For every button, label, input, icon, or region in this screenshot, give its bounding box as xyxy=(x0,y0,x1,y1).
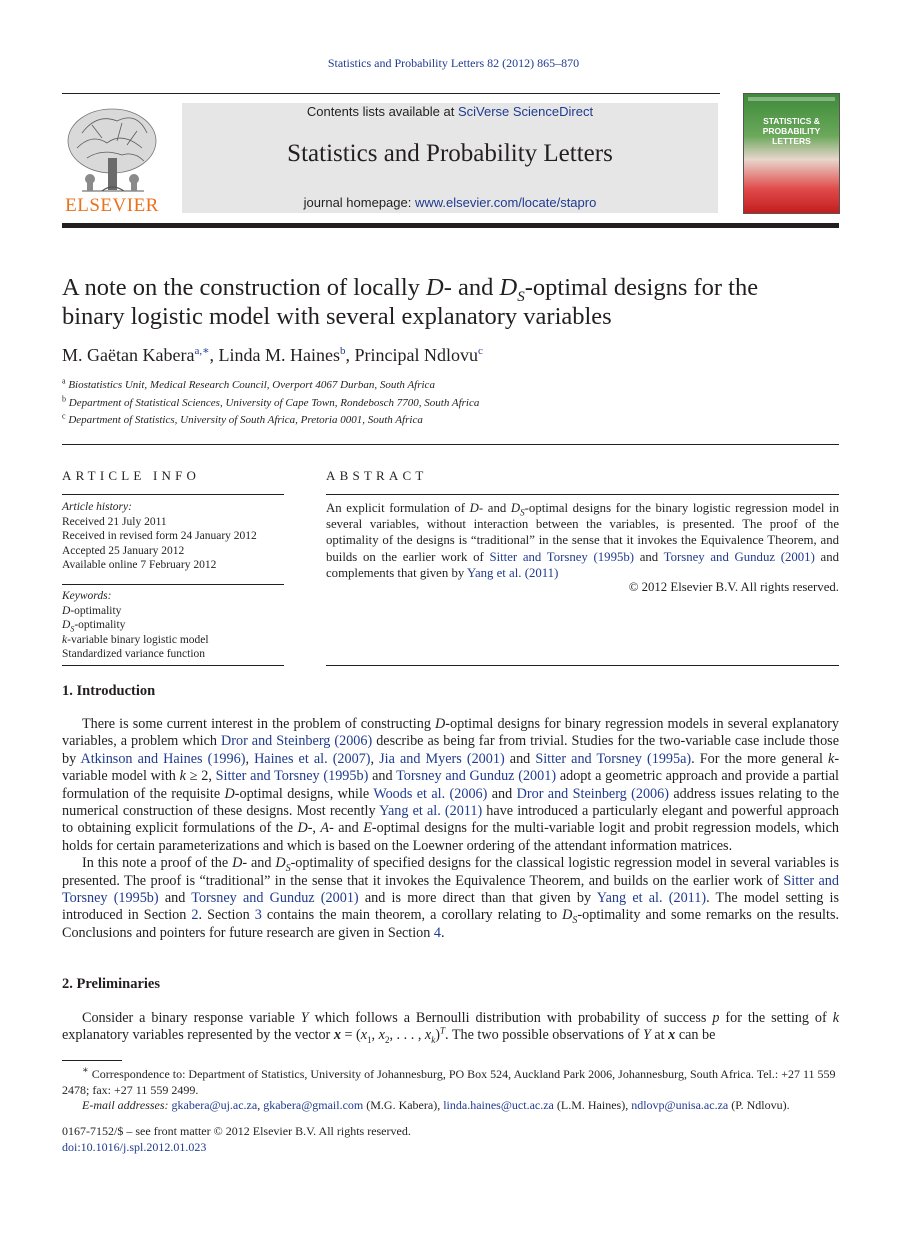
email-label: E-mail addresses: xyxy=(82,1098,169,1112)
keywords xyxy=(62,589,284,662)
author-name: Principal Ndlovu xyxy=(354,345,479,365)
email-link[interactable]: gkabera@gmail.com xyxy=(263,1098,364,1112)
section-2-body xyxy=(62,1010,839,1045)
keyword-item xyxy=(62,633,284,648)
reference-link[interactable]: Yang et al. (2011) xyxy=(379,803,483,820)
reference-link[interactable]: Sitter and Torsney (1995b) xyxy=(62,872,839,907)
section-link[interactable]: 4 xyxy=(433,924,442,941)
abstract-heading: ABSTRACT xyxy=(326,468,428,483)
abstract-span: -optimal designs for the binary logistic regression model in several variables, without interaction between the variables, is presented. The proof of the optimality of the designs is “traditional” in the sense that it invokes the Equivalence Theorem, and builds on the earlier work of xyxy=(326,501,839,564)
reference-link[interactable]: Dror and Steinberg (2006) xyxy=(221,733,373,750)
author-affil-marks[interactable]: b xyxy=(340,345,346,357)
paragraph: In this note a proof of the D- and $D_S$-optimality of specified designs for the classical logistic regression model in several variables is presented. The proof is “traditional” in the sense that it invokes the Equivalence Theorem, and builds on the earlier work of Sitter and Torsney (1995b) and Torsney and Gunduz (2001) and is more direct than that given by Yang et al. (2011). The model setting is introduced in Section 2. Section 3 contains the main theorem, a corollary relating to $D_S$-optimality and some remarks on the results. Conclusions and pointers for future research are given in Section 4. xyxy=(62,855,840,941)
article-history xyxy=(62,500,284,573)
affiliation-text: Department of Statistical Sciences, University of Cape Town, Rondebosch 7700, South Africa xyxy=(68,397,480,409)
reference-link[interactable]: Sitter and Torsney (1995b) xyxy=(489,549,635,564)
reference-link[interactable]: Woods et al. (2006) xyxy=(373,785,488,802)
abstract-span: and xyxy=(634,549,664,564)
reference-link[interactable]: Atkinson and Haines (1996) xyxy=(80,750,246,767)
article-info-bottom-rule xyxy=(62,665,284,666)
keywords-label: Keywords: xyxy=(62,590,112,602)
reference-link[interactable]: Jia and Myers (2001) xyxy=(379,750,505,767)
section-1-body xyxy=(62,716,839,942)
affiliation-mark: c xyxy=(62,411,66,421)
author-affil-marks[interactable]: c xyxy=(478,345,483,357)
reference-link[interactable]: Torsney and Gunduz (2001) xyxy=(396,768,557,785)
affiliation xyxy=(62,394,842,409)
keyword-text: -variable binary logistic model xyxy=(67,633,209,646)
author-name: Linda M. Haines xyxy=(218,345,341,365)
history-label: Article history: xyxy=(62,501,132,513)
affiliation-mark: a xyxy=(62,376,66,386)
journal-homepage-line xyxy=(182,195,718,210)
title-text: - and xyxy=(443,274,500,301)
cover-title-line: STATISTICS & xyxy=(763,116,820,126)
email-link[interactable]: ndlovp@unisa.ac.za xyxy=(631,1098,729,1112)
title-text: A note on the construction of locally xyxy=(62,274,427,301)
keyword-var: D xyxy=(62,619,71,631)
keyword-item xyxy=(62,618,284,633)
front-matter xyxy=(62,1124,839,1155)
abstract-rule xyxy=(326,494,839,495)
section-link[interactable]: 3 xyxy=(254,907,262,924)
paragraph: There is some current interest in the problem of constructing D-optimal designs for binary regression models in several explanatory variables, a problem which Dror and Steinberg (2006) describe as being far from trivial. Studies for the two-variable case include those by Atkinson and Haines (1996), Haines et al. (2007), Jia and Myers (2001) and Sitter and Torsney (1995a). For the more general k-variable model with k ≥ 2, Sitter and Torsney (1995b) and Torsney and Gunduz (2001) adopt a geometric approach and provide a partial formulation of the requisite D-optimal designs, while Woods et al. (2006) and Dror and Steinberg (2006) address issues relating to the numerical construction of these designs. Most recently Yang et al. (2011) have introduced a particularly elegant and powerful approach to obtaining explicit formulations of the D-, A- and E-optimal designs for the multi-variable logit and probit regression models, which holds for certain parameterizations and which is based on the Loewner ordering of the attendant information matrices. xyxy=(62,716,840,854)
footnote-rule xyxy=(62,1060,122,1061)
title-subscript: S xyxy=(517,288,525,305)
affiliation xyxy=(62,376,842,391)
keywords-rule xyxy=(62,584,284,585)
affiliation-text: Department of Statistics, University of South Africa, Pretoria 0001, South Africa xyxy=(68,414,423,426)
affiliation xyxy=(62,411,842,426)
history-item: Available online 7 February 2012 xyxy=(62,559,217,571)
keyword-subscript: S xyxy=(70,624,75,634)
footnote-mark: ∗ xyxy=(82,1065,89,1076)
abstract-var: D xyxy=(469,501,479,515)
keyword-var: D xyxy=(62,604,71,617)
header-rule xyxy=(62,93,720,94)
contents-prefix: Contents lists available at xyxy=(306,104,458,119)
reference-link[interactable]: Dror and Steinberg (2006) xyxy=(516,785,669,802)
homepage-link[interactable]: www.elsevier.com/locate/stapro xyxy=(414,195,597,210)
affiliation-text: Biostatistics Unit, Medical Research Council, Overport 4067 Durban, South Africa xyxy=(68,379,435,391)
reference-link[interactable]: Yang et al. (2011) xyxy=(596,890,707,907)
abstract-text xyxy=(326,500,839,581)
reference-link[interactable]: Sitter and Torsney (1995b) xyxy=(215,768,369,785)
correspondence-footnote: ∗ Correspondence to: Department of Statistics, University of Johannesburg, PO Box 524, Auckland Park 2006, Johannesburg, South Africa. Tel.: +27 11 559 2478; fax: +27 11 559 2499. E-mail addresses: gkabera@uj.ac.za, gkabera@gmail.com (M.G. Kabera), linda.haines@uct.ac.za (L.M. Haines), ndlovp@unisa.ac.za (P. Ndlovu). xyxy=(62,1065,836,1112)
author-list: M. Gaëtan Kabera$^{a,∗}$, Linda M. Haines$^b$, Principal Ndlovu$^c$ xyxy=(62,345,483,365)
cover-title-line: PROBABILITY xyxy=(762,126,821,136)
author-affil-marks[interactable]: a,∗ xyxy=(194,345,210,357)
abstract-span: An explicit formulation of xyxy=(326,501,470,515)
article-info-heading: ARTICLE INFO xyxy=(62,468,201,483)
title-line-2: binary logistic model with several explanatory variables xyxy=(62,303,612,330)
affiliation-rule xyxy=(62,444,839,445)
journal-citation[interactable]: Statistics and Probability Letters 82 (2012) 865–870 xyxy=(327,56,580,70)
reference-link[interactable]: Yang et al. (2011) xyxy=(466,565,559,580)
title-line-1 xyxy=(62,273,842,305)
correspondence-text: Correspondence to: Department of Statistics, University of Johannesburg, PO Box 524, Auckland Park 2006, Johannesburg, South Africa. Tel.: +27 11 559 2478; fax: +27 11 559 2499. xyxy=(62,1067,836,1097)
journal-title: Statistics and Probability Letters xyxy=(287,140,613,167)
homepage-prefix: journal homepage: xyxy=(303,195,415,210)
abstract-subscript: S xyxy=(520,507,525,518)
email-link[interactable]: gkabera@uj.ac.za xyxy=(171,1098,258,1112)
keyword-text: -optimality xyxy=(70,604,122,617)
keyword-var: k xyxy=(62,633,68,646)
email-link[interactable]: linda.haines@uct.ac.za xyxy=(443,1098,554,1112)
affiliation-mark: b xyxy=(62,394,66,404)
elsevier-wordmark: ELSEVIER xyxy=(65,195,159,216)
section-link[interactable]: 2 xyxy=(191,907,199,924)
title-var: D xyxy=(426,274,444,301)
history-item: Received in revised form 24 January 2012 xyxy=(62,530,257,542)
abstract-span: and complements that given by xyxy=(326,549,840,580)
section-heading: 1. Introduction xyxy=(62,683,156,699)
header-thick-rule xyxy=(62,223,839,228)
sciencedirect-link[interactable]: SciVerse ScienceDirect xyxy=(457,104,594,119)
abstract-span: - and xyxy=(478,501,511,515)
cover-title-line: LETTERS xyxy=(772,136,811,146)
title-var: D xyxy=(499,274,518,301)
reference-link[interactable]: Torsney and Gunduz (2001) xyxy=(663,549,815,564)
keyword-item xyxy=(62,604,284,619)
doi-link[interactable]: doi:10.1016/j.spl.2012.01.023 xyxy=(62,1139,207,1154)
keyword-item: Standardized variance function xyxy=(62,648,206,660)
article-info-rule xyxy=(62,494,284,495)
title-text: -optimal designs for the xyxy=(524,274,759,301)
abstract-bottom-rule xyxy=(326,665,839,666)
contents-available-line xyxy=(182,104,718,119)
reference-link[interactable]: Torsney and Gunduz (2001) xyxy=(191,890,359,907)
reference-link[interactable]: Haines et al. (2007) xyxy=(254,750,371,767)
journal-cover-thumbnail[interactable] xyxy=(743,93,840,214)
author-name: M. Gaëtan Kabera xyxy=(62,345,195,365)
history-item: Received 21 July 2011 xyxy=(62,515,167,528)
issn-line: 0167-7152/$ – see front matter © 2012 Elsevier B.V. All rights reserved. xyxy=(62,1124,411,1138)
paragraph: Consider a binary response variable Y which follows a Bernoulli distribution with probability of success p for the setting of k explanatory variables represented by the vector $x = (x_1$, $x_2$, . . . , $x_k)^T$. The two possible observations of Y at x can be xyxy=(62,1010,839,1046)
section-heading: 2. Preliminaries xyxy=(62,976,160,992)
reference-link[interactable]: Sitter and Torsney (1995a) xyxy=(535,750,692,767)
article-title xyxy=(62,273,842,331)
history-item: Accepted 25 January 2012 xyxy=(62,544,185,557)
cover-title xyxy=(744,116,839,146)
cover-top-bar xyxy=(748,97,835,101)
abstract-var: D xyxy=(510,501,521,515)
abstract-copyright: © 2012 Elsevier B.V. All rights reserved. xyxy=(628,580,839,594)
keyword-text: -optimality xyxy=(74,619,126,631)
